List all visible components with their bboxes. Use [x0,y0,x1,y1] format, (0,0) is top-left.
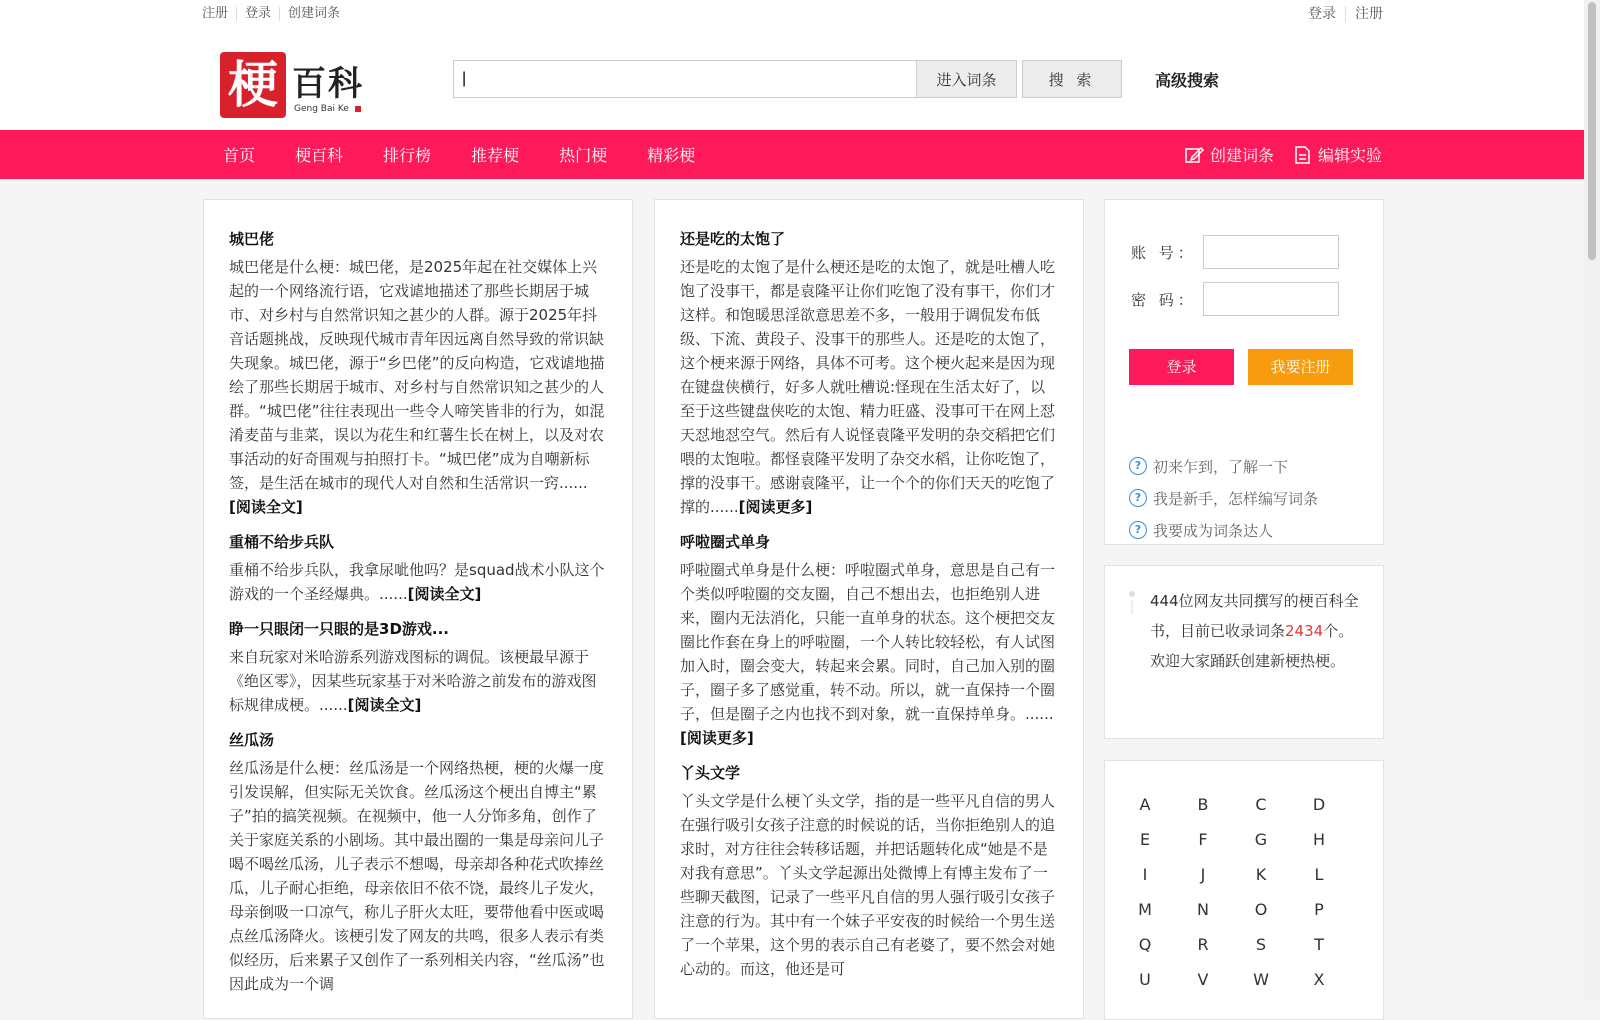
entries-column-middle [654,199,1084,1019]
letter-index-link[interactable]: H [1312,830,1326,849]
stats-panel [1104,565,1384,739]
letter-index-link[interactable]: Q [1138,935,1152,954]
account-row [1131,235,1339,269]
password-row [1131,282,1339,316]
stats-welcome: 欢迎大家踊跃创建新梗热梗。 [1150,652,1346,670]
logo-subtitle-text: Geng Bai Ke [294,104,349,114]
entry-count: 2434 [1285,622,1324,640]
create-entry-button[interactable] [1184,143,1274,166]
question-icon: ? [1129,521,1147,539]
entry-summary [229,756,608,996]
entry-summary [680,255,1059,519]
entry-card [229,729,608,996]
letter-index-link[interactable]: T [1314,935,1324,954]
logo-square-icon [355,106,361,112]
nav-item-featured[interactable]: 精彩梗 [647,146,696,165]
login-buttons [1129,349,1353,385]
entry-text: 还是吃的太饱了是什么梗还是吃的太饱了，就是吐槽人吃饱了没事干，都是袁隆平让你们吃饱了没有事干，你们才这样。和饱暖思淫欲意思差不多，一般用于调侃发布低级、下流、黄段子、没事干的那些人。还是吃的太饱了，这个梗来源于网络，具体不可考。这个梗火起来是因为现在键盘侠横行，好多人就吐槽说:怪现在生活太好了，以至于这些键盘侠吃的太饱、精力旺盛、没事可干在网上怼天怼地怼空气。然后有人说怪袁隆平发明的杂交稻把它们喂的太饱啦。都怪袁隆平发明了杂交水稻，让你吃饱了，撑的没事干。感谢袁隆平，让一个个的你们天天的吃饱了撑的...... [680,258,1056,516]
letter-index-link[interactable]: D [1312,795,1326,814]
help-links [1129,450,1318,546]
entry-summary [229,558,608,606]
entries-column-left [203,199,633,1019]
site-logo[interactable] [220,52,370,120]
create-entry-label: 创建词条 [1209,146,1274,165]
search-bar [453,60,1122,98]
entry-text: 来自玩家对米哈游系列游戏图标的调侃。该梗最早源于《绝区零》，因某些玩家基于对米哈游之前发布的游戏图标规律成梗。...... [229,648,597,714]
letter-index-link[interactable]: I [1142,865,1148,884]
read-more-link[interactable]: [阅读更多] [680,729,754,747]
edit-lab-button[interactable] [1292,143,1382,166]
question-icon: ? [1129,489,1147,507]
scrollbar-thumb[interactable] [1588,2,1596,260]
entry-title[interactable]: 城巴佬 [229,230,275,248]
password-label: 密 码： [1131,290,1197,309]
letter-index-link[interactable]: L [1314,865,1324,884]
entry-title[interactable]: 重桶不给步兵队 [229,533,335,551]
nav-item-ranking[interactable]: 排行榜 [383,146,432,165]
help-link[interactable] [1129,482,1318,514]
top-right-links [1299,6,1383,22]
letter-index-link[interactable]: B [1197,795,1209,814]
top-right-login-link[interactable]: 登录 [1299,6,1346,22]
read-more-link[interactable]: [阅读全文] [347,696,422,714]
account-input[interactable] [1203,235,1339,269]
entry-text: 呼啦圈式单身是什么梗：呼啦圈式单身，意思是自己有一个类似呼啦圈的交友圈，自己不想出去，也拒绝别人进来，圈内无法消化，只能一直单身的状态。这个梗把交友圈比作套在身上的呼啦圈，一个人转比较轻松，有人试图加入时，圈会变大，转起来会累。同时，自己加入别的圈子，圈子多了感觉重，转不动。所以，就一直保持一个圈子，但是圈子之内也找不到对象，就一直保持单身。...... [680,561,1056,723]
search-input[interactable] [453,60,917,98]
letter-index-link[interactable]: V [1197,970,1209,989]
entry-card [229,531,608,606]
help-link-label: 初来乍到，了解一下 [1153,457,1289,476]
entry-text: 城巴佬是什么梗：城巴佬，是2025年起在社交媒体上兴起的一个网络流行语，它戏谑地描述了那些长期居于城市、对乡村与自然常识知之甚少的人群。源于2025年抖音话题挑战，反映现代城市青年因远离自然导致的常识缺失现象。城巴佬，源于“乡巴佬”的反向构造，它戏谑地描绘了那些长期居于城市、对乡村与自然常识知之甚少的人群。“城巴佬”往往表现出一些令人啼笑皆非的行为，如混淆麦苗与韭菜，误以为花生和红薯生长在树上，以及对农事活动的好奇围观与拍照打卡。“城巴佬”成为自嘲新标签，是生活在城市的现代人对自然和生活常识一窍...... [229,258,605,492]
login-panel [1104,199,1384,545]
bullet-line [1131,600,1133,614]
stats-prefix: 444位网友共同撰写的梗百科全书，目前已收录词条 [1150,592,1359,640]
letter-index-link[interactable]: P [1314,900,1324,919]
help-link-label: 我要成为词条达人 [1153,521,1274,540]
edit-icon [1184,145,1204,165]
logo-mark: 梗 [220,52,286,118]
register-button[interactable]: 我要注册 [1248,349,1353,385]
entry-card [229,618,608,717]
entry-summary [229,255,608,519]
logo-word: 百科 [292,64,364,104]
document-icon [1292,145,1312,165]
entry-card [680,531,1059,750]
entry-summary [680,558,1059,750]
entry-title[interactable]: 丝瓜汤 [229,731,275,749]
letter-index-link[interactable]: X [1313,970,1325,989]
top-login-link[interactable]: 登录 [237,7,280,21]
top-bar [0,0,1584,30]
nav-item-hot[interactable]: 热门梗 [559,146,608,165]
main-nav [0,130,1584,179]
enter-entry-button[interactable]: 进入词条 [917,60,1017,98]
entry-text: 重桶不给步兵队，我拿尿呲他吗？是squad战术小队这个游戏的一个圣经爆典。...... [229,561,605,603]
entry-card [680,762,1059,981]
page-scrollbar[interactable] [1584,0,1600,1000]
search-button[interactable]: 搜 索 [1022,60,1122,98]
nav-item-baike[interactable]: 梗百科 [295,146,344,165]
letter-index-link[interactable]: C [1255,795,1267,814]
advanced-search-link[interactable]: 高级搜索 [1155,71,1220,90]
password-input[interactable] [1203,282,1339,316]
entry-text: 丝瓜汤是什么梗：丝瓜汤是一个网络热梗，梗的火爆一度引发误解，但实际无关饮食。丝瓜汤这个梗出自博主“累子”拍的搞笑视频。在视频中，他一人分饰多角，创作了关于家庭关系的小剧场。其中最出圈的一集是母亲问儿子喝不喝丝瓜汤，儿子表示不想喝，母亲却各种花式吹捧丝瓜，儿子耐心拒绝，母亲依旧不依不饶，最终儿子发火，母亲倒吸一口凉气，称儿子肝火太旺，要带他看中医或喝点丝瓜汤降火。该梗引发了网友的共鸣，很多人表示有类似经历，后来累子又创作了一系列相关内容，“丝瓜汤”也因此成为一个调 [229,759,605,993]
letter-index-link[interactable]: A [1139,795,1151,814]
bullet-dot-icon [1129,591,1135,597]
help-link[interactable] [1129,514,1318,546]
entry-card [229,228,608,519]
entry-summary [680,789,1059,981]
top-right-register-link[interactable]: 注册 [1355,6,1383,22]
letter-grid [1129,794,1361,990]
letter-index-link[interactable]: R [1197,935,1209,954]
letter-index-link[interactable]: F [1198,830,1208,849]
letter-index-link[interactable]: U [1139,970,1151,989]
entry-card [680,228,1059,519]
letter-index-link[interactable]: N [1197,900,1209,919]
help-link-label: 我是新手，怎样编写词条 [1153,489,1319,508]
entry-title[interactable]: 睁一只眼闭一只眼的是3D游戏... [229,620,449,638]
account-label: 账 号： [1131,243,1197,262]
letter-index-link[interactable]: J [1200,865,1206,884]
read-more-link[interactable]: [阅读全文] [229,498,303,516]
login-button[interactable]: 登录 [1129,349,1234,385]
top-register-link[interactable]: 注册 [202,7,237,21]
nav-items [223,143,735,166]
edit-lab-label: 编辑实验 [1317,146,1382,165]
entry-title[interactable]: 丫头文学 [680,764,741,782]
letter-index-link[interactable]: O [1254,900,1268,919]
letter-index-link[interactable]: M [1138,900,1152,919]
top-left-links [202,7,348,21]
help-link[interactable] [1129,450,1318,482]
entry-text: 丫头文学是什么梗丫头文学，指的是一些平凡自信的男人在强行吸引女孩子注意的时候说的话，当你拒绝别人的追求时，对方往往会转移话题，并把话题转化成“她是不是对我有意思”。丫头文学起源出处微博上有博主发布了一些聊天截图，记录了一些平凡自信的男人强行吸引女孩子注意的行为。其中有一个妹子平安夜的时候给一个男生送了一个苹果，这个男的表示自己有老婆了，要不然会对她心动的。而这，他还是可 [680,792,1056,978]
nav-item-recommended[interactable]: 推荐梗 [471,146,520,165]
letter-index-link[interactable]: E [1139,830,1151,849]
header [0,30,1584,130]
letter-index-panel [1104,760,1384,1020]
nav-tools [1166,143,1382,166]
letter-index-link[interactable]: G [1254,830,1268,849]
entry-summary [229,645,608,717]
entry-title[interactable]: 呼啦圈式单身 [680,533,771,551]
entry-title[interactable]: 还是吃的太饱了 [680,230,786,248]
read-more-link[interactable]: [阅读全文] [407,585,482,603]
letter-index-link[interactable]: K [1255,865,1267,884]
letter-index-link[interactable]: W [1253,970,1269,989]
letter-index-link[interactable]: S [1255,935,1267,954]
stats-suffix: 个。 [1323,622,1354,640]
read-more-link[interactable]: [阅读更多] [738,498,813,516]
nav-item-home[interactable]: 首页 [223,146,256,165]
top-create-entry-link[interactable]: 创建词条 [288,6,341,21]
stats-text [1150,586,1360,676]
question-icon: ? [1129,457,1147,475]
logo-subtitle [294,104,361,114]
